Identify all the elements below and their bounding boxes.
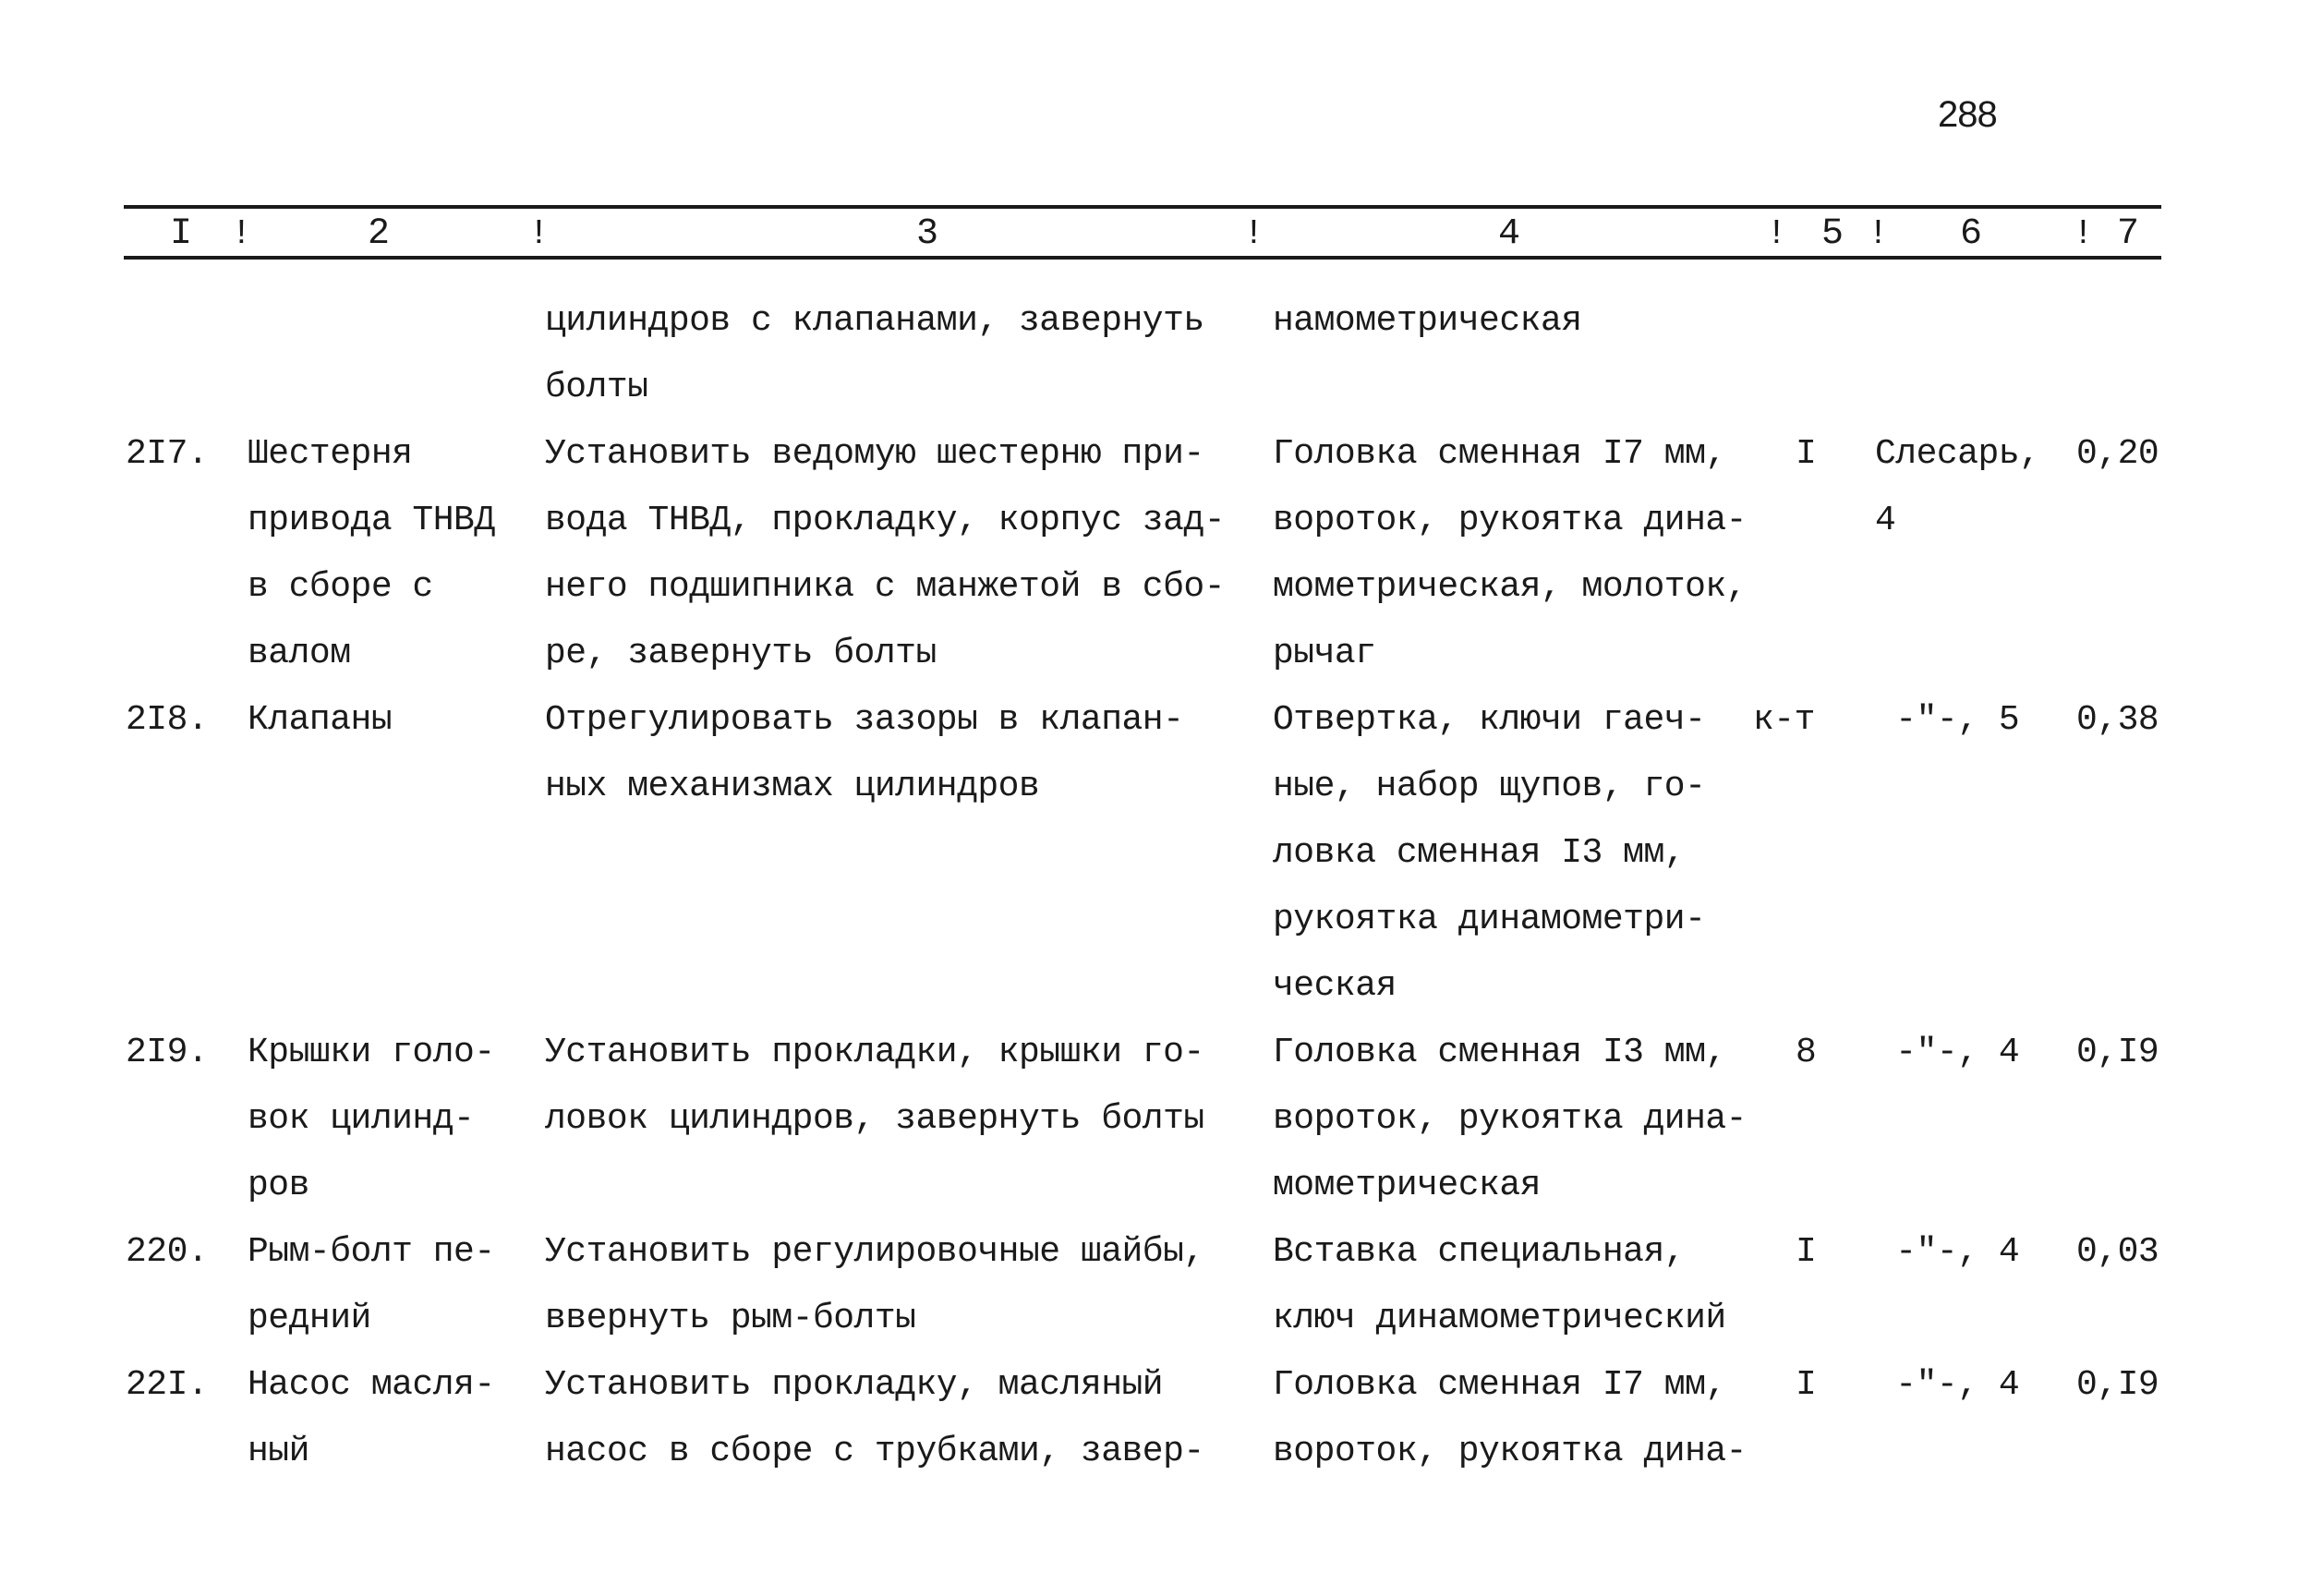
header-separator: ! — [1766, 214, 1787, 254]
header-separator: ! — [1243, 214, 1264, 254]
row-quantity: I — [1796, 1232, 1817, 1272]
header-separator: ! — [528, 214, 550, 254]
row-number: 2I9. — [126, 1033, 209, 1072]
row-quantity: I — [1796, 1365, 1817, 1405]
row-part: Клапаны — [248, 700, 393, 740]
row-time: 0,03 — [2076, 1232, 2159, 1272]
row-tools: Головка сменная I7 мм, вороток, рукоятка дина- мометрическая, молоток, рычаг — [1273, 434, 1747, 673]
row-worker: -"-, 5 — [1875, 700, 2020, 740]
row-tools: Отвертка, ключи гаеч- ные, набор щупов, го- ловка сменная I3 мм, рукоятка динамометри- ческая — [1273, 700, 1706, 1006]
row-part: Шестерня привода ТНВД в сборе с валом — [248, 434, 495, 673]
row-number: 22I. — [126, 1365, 209, 1405]
row-time: 0,I9 — [2076, 1033, 2159, 1072]
header-separator: ! — [231, 214, 252, 254]
row-part: Насос масля- ный — [248, 1365, 495, 1471]
table-top-rule — [124, 205, 2161, 209]
header-separator: ! — [2073, 214, 2094, 254]
row-quantity: к-т — [1753, 700, 1815, 740]
row-quantity: I — [1796, 434, 1817, 474]
row-quantity: 8 — [1796, 1033, 1817, 1072]
row-part: Рым-болт пе- редний — [248, 1232, 495, 1338]
header-col-7: 7 — [2117, 213, 2140, 255]
header-col-4: 4 — [1498, 213, 1521, 255]
row-time: 0,20 — [2076, 434, 2159, 474]
row-worker: -"-, 4 — [1875, 1232, 2020, 1272]
header-col-5: 5 — [1821, 213, 1844, 255]
header-col-3: 3 — [916, 213, 939, 255]
row-tools: Вставка специальная, ключ динамометрический — [1273, 1232, 1726, 1338]
table-header-rule — [124, 256, 2161, 260]
row-operation: Установить прокладку, масляный насос в сборе с трубками, завер- — [545, 1365, 1204, 1471]
row-operation: Отрегулировать зазоры в клапан- ных механизмах цилиндров — [545, 700, 1184, 806]
row-tools: Головка сменная I7 мм, вороток, рукоятка дина- — [1273, 1365, 1747, 1471]
row-operation: Установить регулировочные шайбы, ввернуть рым-болты — [545, 1232, 1204, 1338]
row-time: 0,I9 — [2076, 1365, 2159, 1405]
continuation-operation: цилиндров с клапанами, завернуть болты — [545, 301, 1204, 407]
header-separator: ! — [1868, 214, 1889, 254]
row-worker: Слесарь, 4 — [1875, 434, 2040, 540]
row-worker: -"-, 4 — [1875, 1033, 2020, 1072]
row-operation: Установить ведомую шестерню при- вода ТНВД, прокладку, корпус зад- него подшипника с манжетой в сбо- ре, завернуть болты — [545, 434, 1226, 673]
header-col-2: 2 — [368, 213, 391, 255]
row-part: Крышки голо- вок цилинд- ров — [248, 1033, 495, 1205]
header-col-6: 6 — [1960, 213, 1983, 255]
row-worker: -"-, 4 — [1875, 1365, 2020, 1405]
row-number: 2I7. — [126, 434, 209, 474]
page-number: 288 — [1938, 94, 1997, 135]
row-number: 2I8. — [126, 700, 209, 740]
row-tools: Головка сменная I3 мм, вороток, рукоятка дина- мометрическая — [1273, 1033, 1747, 1205]
row-number: 220. — [126, 1232, 209, 1272]
header-col-1: I — [170, 213, 193, 255]
row-time: 0,38 — [2076, 700, 2159, 740]
row-operation: Установить прокладки, крышки го- ловок цилиндров, завернуть болты — [545, 1033, 1204, 1139]
continuation-tools: намометрическая — [1273, 301, 1582, 341]
